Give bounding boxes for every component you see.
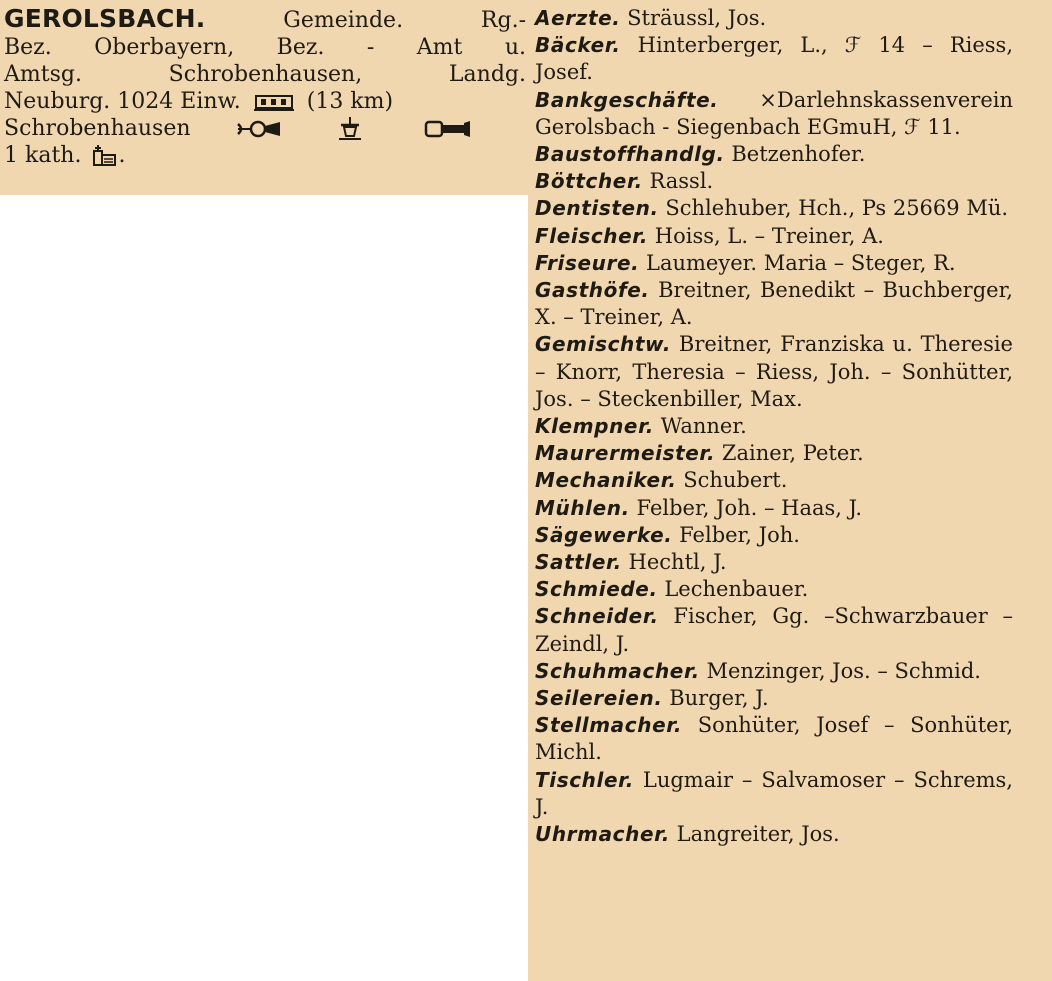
trade-label: Sattler. [535,550,622,575]
entry-boettcher [535,168,1013,195]
trade-label: Tischler. [535,767,634,792]
trade-label: Maurermeister. [535,441,716,466]
header-line-2: Bez. Oberbayern, Bez. - Amt u. [4,35,526,60]
trade-label: Aerzte. [535,6,621,30]
trade-label: Uhrmacher. [535,822,670,847]
header-line-6 [4,142,526,169]
posthorn-icon [234,118,282,140]
header-panel [0,0,528,195]
trade-names: Lugmair – Salvamoser – Schrems, J. [535,767,1013,819]
trade-names: Hinterberger, L., ℱ 14 – Riess, Josef. [535,33,1014,85]
trade-label: Baustoffhandlg. [535,142,725,167]
trade-names: Wanner. [660,414,747,439]
entry-baecker [535,32,1013,86]
entry-aerzte [535,5,1013,32]
trade-list [535,5,1013,848]
trade-names: Felber, Joh. – Haas, J. [636,495,863,520]
trade-label: Bäcker. [535,33,621,58]
entry-stellmacher [535,712,1013,766]
entry-seilereien [535,685,1013,712]
entry-sattler [535,549,1013,576]
trade-label: Schmiede. [535,577,658,602]
trade-names: Burger, J. [669,686,769,711]
trade-names: Fischer, Gg. –Schwarzbauer – Zeindl, J. [535,604,1013,656]
distance-text: (13 km) [306,89,394,114]
trade-label: Sägewerke. [535,522,673,547]
entry-schneider [535,603,1013,657]
entry-baustoffhandlung [535,141,1013,168]
entry-maurermeister [535,440,1013,467]
trade-names: Hoiss, L. – Treiner, A. [654,223,884,248]
entry-schmiede [535,576,1013,603]
header-line-1 [4,5,526,34]
trade-names: Menzinger, Jos. – Schmid. [706,658,981,683]
trade-names: Langreiter, Jos. [676,822,840,847]
trade-names: Sträussl, Jos. [627,6,767,30]
entry-gasthoefe [535,277,1013,331]
header-line-5 [4,115,526,142]
entry-gemischtwaren [535,331,1013,413]
trade-label: Mechaniker. [535,468,677,493]
place-header [4,5,526,169]
entry-uhrmacher [535,821,1013,848]
trade-names: Betzenhofer. [731,142,866,167]
trade-label: Mühlen. [535,495,630,520]
entry-dentisten [535,195,1013,222]
header-line-3: Amtsg. Schrobenhausen, Landg. [4,62,526,87]
trade-names: Schubert. [683,468,788,493]
trade-label: Bankgeschäfte. [535,87,719,112]
entry-fleischer [535,223,1013,250]
entry-tischler [535,767,1013,821]
trade-names: Rassl. [649,169,714,194]
trade-label: Gasthöfe. [535,278,650,303]
telegraph-icon [337,117,363,141]
church-text: 1 kath. [4,143,82,168]
trade-label: Klempner. [535,414,654,439]
header-line-4 [4,88,526,115]
place-name: GEROLSBACH. [4,4,206,33]
church-period: . [118,143,126,168]
trade-label: Seilereien. [535,686,663,711]
entry-mechaniker [535,467,1013,494]
trade-label: Schuhmacher. [535,658,700,683]
trade-names: Felber, Joh. [679,522,800,547]
trade-label: Fleischer. [535,223,649,248]
trade-label: Böttcher. [535,169,643,194]
trade-names: Schlehuber, Hch., Ps 25669 Mü. [665,196,1009,221]
entry-bankgeschaefte [535,87,1013,141]
trade-names: Breitner, Franziska u. Theresie – Knorr, Theresia – Riess, Joh. – Sonhütter, Jos. – Steckenbiller, Max. [535,332,1013,411]
entry-muehlen [535,495,1013,522]
trade-names: Hechtl, J. [628,550,727,575]
trade-names: Breitner, Benedikt – Buchberger, X. – Treiner, A. [535,278,1013,330]
trade-names: Laumeyer. Maria – Steger, R. [646,250,956,275]
telephone-icon [424,119,472,139]
trade-names: Sonhüter, Josef – Sonhüter, Michl. [535,713,1013,765]
trade-label: Gemischtw. [535,332,672,357]
trade-label: Stellmacher. [535,713,683,738]
entry-saegewerke [535,522,1013,549]
population-text: Neuburg. 1024 Einw. [4,89,241,114]
entry-schuhmacher [535,658,1013,685]
station-name: Schrobenhausen [4,116,191,141]
trade-label: Friseure. [535,250,640,275]
railway-station-icon [254,92,294,112]
header-line-1-rest: Gemeinde. Rg.- [283,8,527,33]
entry-friseure [535,250,1013,277]
trade-label: Schneider. [535,604,659,629]
trade-label: Dentisten. [535,196,659,221]
trade-names: Zainer, Peter. [721,441,864,466]
church-icon [92,145,118,167]
trade-names: Lechenbauer. [664,577,809,602]
entry-klempner [535,413,1013,440]
trade-names: ×Darlehnskassenverein Gerolsbach - Siegenbach EGmuH, ℱ 11. [535,87,1013,139]
